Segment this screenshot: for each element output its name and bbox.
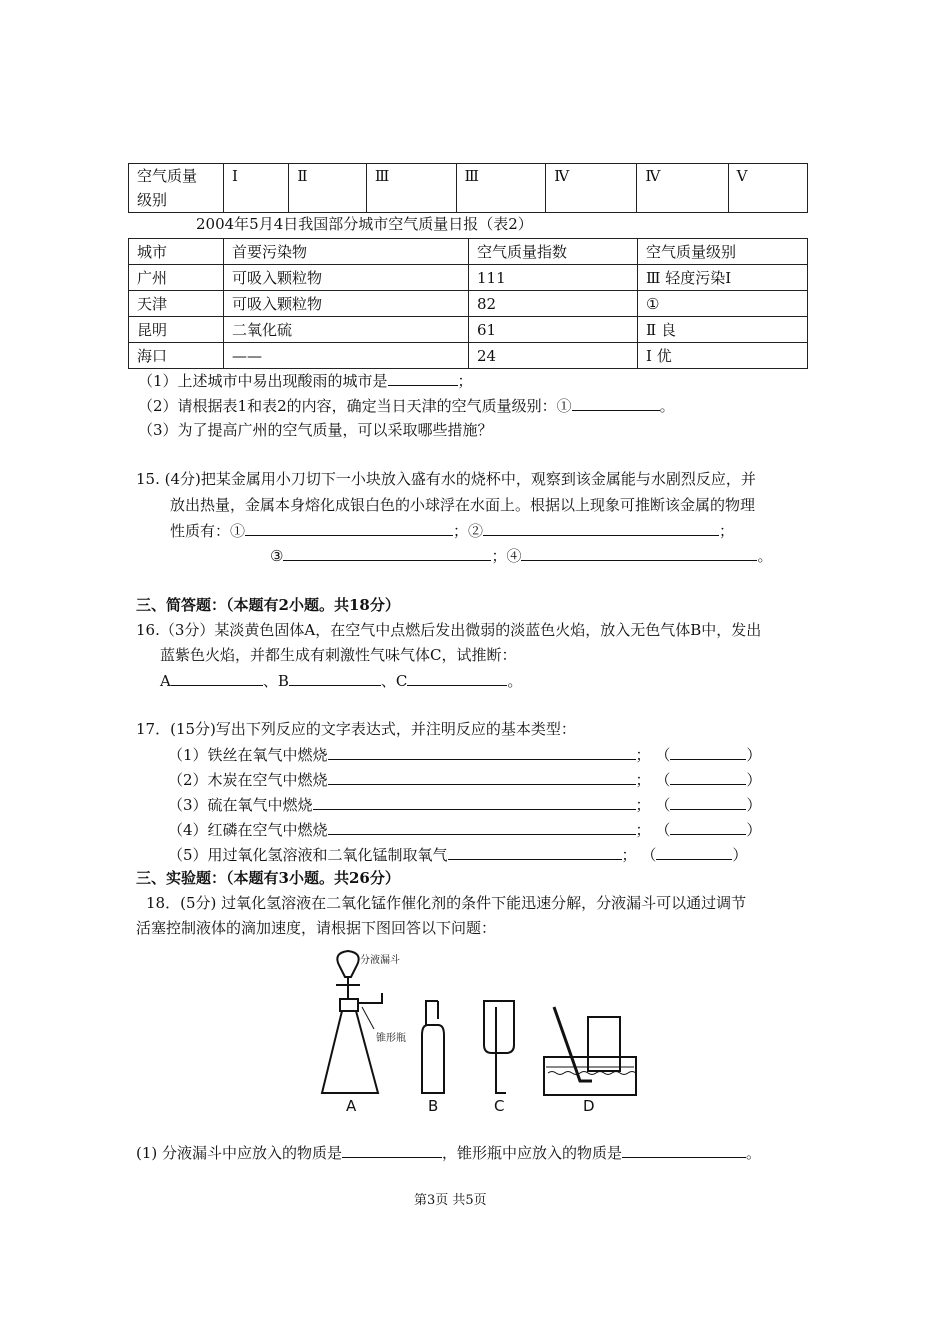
table-row	[129, 291, 808, 317]
answer-blank[interactable]	[407, 669, 507, 686]
apparatus-c	[484, 1001, 514, 1093]
answer-blank[interactable]	[483, 519, 719, 536]
q14-part1: （1）上述城市中易出现酸雨的城市是 ；	[138, 369, 473, 392]
q16-answers: A 、B 、C 。	[160, 669, 522, 692]
q16-line2: 蓝紫色火焰，并都生成有刺激性气味气体C，试推断：	[160, 646, 517, 664]
q15-line1: 15. (4分)把某金属用小刀切下一小块放入盛有水的烧杯中，观察到该金属能与水剧烈反应，并	[136, 470, 756, 488]
table-cell: Ⅰ 优	[638, 343, 808, 369]
figure-letter: D	[583, 1097, 595, 1115]
grade-cell: I	[224, 164, 289, 213]
q15-line3: 性质有：① ；② ；	[170, 519, 734, 542]
answer-blank[interactable]	[313, 793, 636, 810]
table-cell: 海口	[129, 343, 224, 369]
table-cell: 可吸入颗粒物	[224, 265, 469, 291]
table-row	[129, 317, 808, 343]
city-air-quality-table	[128, 238, 808, 369]
q17-item: （5）用过氧化氢溶液和二氧化锰制取氧气 ； （ ）	[168, 843, 747, 866]
section-heading: 三、简答题：（本题有2小题。共18分）	[136, 596, 400, 614]
grade-cell: Ⅲ	[366, 164, 456, 213]
grade-cell: Ⅲ	[456, 164, 546, 213]
table-cell: Ⅲ 轻度污染Ⅰ	[638, 265, 808, 291]
answer-blank[interactable]	[521, 544, 757, 561]
q17-item: （2）木炭在空气中燃烧 ； （ ）	[168, 768, 761, 791]
header-cell: 空气质量指数	[469, 239, 638, 265]
funnel-label: 分液漏斗	[360, 955, 400, 966]
grade-cell: Ⅳ	[637, 164, 728, 213]
table-row	[129, 265, 808, 291]
page-number: 第3页 共5页	[414, 1193, 487, 1208]
answer-blank[interactable]	[572, 394, 660, 411]
grade-cell: Ⅴ	[728, 164, 807, 213]
q17-title: 17．(15分)写出下列反应的文字表达式，并注明反应的基本类型：	[136, 720, 576, 738]
section-heading: 三、实验题：（本题有3小题。共26分）	[136, 869, 400, 887]
answer-blank[interactable]	[328, 768, 636, 785]
table-cell: 24	[469, 343, 638, 369]
answer-blank[interactable]	[670, 768, 746, 785]
grade-cell: Ⅳ	[546, 164, 637, 213]
apparatus-a	[322, 951, 406, 1093]
air-quality-grade-table	[128, 163, 808, 213]
answer-blank[interactable]	[448, 843, 622, 860]
table2-caption: 2004年5月4日我国部分城市空气质量日报（表2）	[196, 215, 533, 233]
q14-part2: （2）请根据表1和表2的内容，确定当日天津的空气质量级别：① 。	[138, 394, 675, 417]
answer-blank[interactable]	[171, 669, 263, 686]
answer-blank[interactable]	[245, 519, 453, 536]
grade-cell: Ⅱ	[289, 164, 367, 213]
answer-blank[interactable]	[328, 743, 636, 760]
answer-blank[interactable]	[342, 1141, 442, 1158]
answer-blank[interactable]	[656, 843, 732, 860]
header-cell: 空气质量级别	[638, 239, 808, 265]
q16-line1: 16.（3分）某淡黄色固体A，在空气中点燃后发出微弱的淡蓝色火焰，放入无色气体B中，发出	[136, 621, 762, 639]
q17-item: （4）红磷在空气中燃烧 ； （ ）	[168, 818, 761, 841]
flask-label: 锥形瓶	[376, 1033, 406, 1044]
apparatus-figure	[318, 945, 648, 1119]
table-cell: 昆明	[129, 317, 224, 343]
q14-part3: （3）为了提高广州的空气质量，可以采取哪些措施？	[138, 421, 493, 439]
table-cell: 广州	[129, 265, 224, 291]
q17-item: （3）硫在氧气中燃烧 ； （ ）	[168, 793, 761, 816]
grade-label-cell: 空气质量 级别	[129, 164, 224, 213]
answer-blank[interactable]	[670, 743, 746, 760]
table-cell: 天津	[129, 291, 224, 317]
answer-blank[interactable]	[388, 369, 458, 386]
header-cell: 城市	[129, 239, 224, 265]
figure-letter: B	[428, 1097, 439, 1115]
answer-blank[interactable]	[328, 818, 636, 835]
table-cell: 可吸入颗粒物	[224, 291, 469, 317]
table-row	[129, 343, 808, 369]
table-cell: 二氧化硫	[224, 317, 469, 343]
q18-line2: 活塞控制液体的滴加速度，请根据下图回答以下问题：	[136, 919, 497, 937]
q15-line4: ③ ；④ 。	[270, 544, 772, 567]
table-cell: 111	[469, 265, 638, 291]
table-cell: Ⅱ 良	[638, 317, 808, 343]
answer-blank[interactable]	[670, 818, 746, 835]
table-cell: ①	[638, 291, 808, 317]
figure-letter: A	[346, 1097, 357, 1115]
apparatus-d	[544, 1007, 636, 1095]
figure-letter: C	[494, 1097, 505, 1115]
q18-line1: 18．(5分) 过氧化氢溶液在二氧化锰作催化剂的条件下能迅速分解，分液漏斗可以通过调节	[146, 894, 747, 912]
apparatus-b	[422, 1001, 444, 1093]
table-cell: ——	[224, 343, 469, 369]
header-cell: 首要污染物	[224, 239, 469, 265]
q18-sub1: (1) 分液漏斗中应放入的物质是 ，锥形瓶中应放入的物质是 。	[136, 1141, 761, 1164]
answer-blank[interactable]	[289, 669, 381, 686]
table-cell: 82	[469, 291, 638, 317]
table-header-row	[129, 239, 808, 265]
answer-blank[interactable]	[670, 793, 746, 810]
answer-blank[interactable]	[283, 544, 491, 561]
q17-item: （1）铁丝在氧气中燃烧 ； （ ）	[168, 743, 761, 766]
answer-blank[interactable]	[622, 1141, 746, 1158]
table-cell: 61	[469, 317, 638, 343]
q15-line2: 放出热量，金属本身熔化成银白色的小球浮在水面上。根据以上现象可推断该金属的物理	[170, 496, 756, 514]
